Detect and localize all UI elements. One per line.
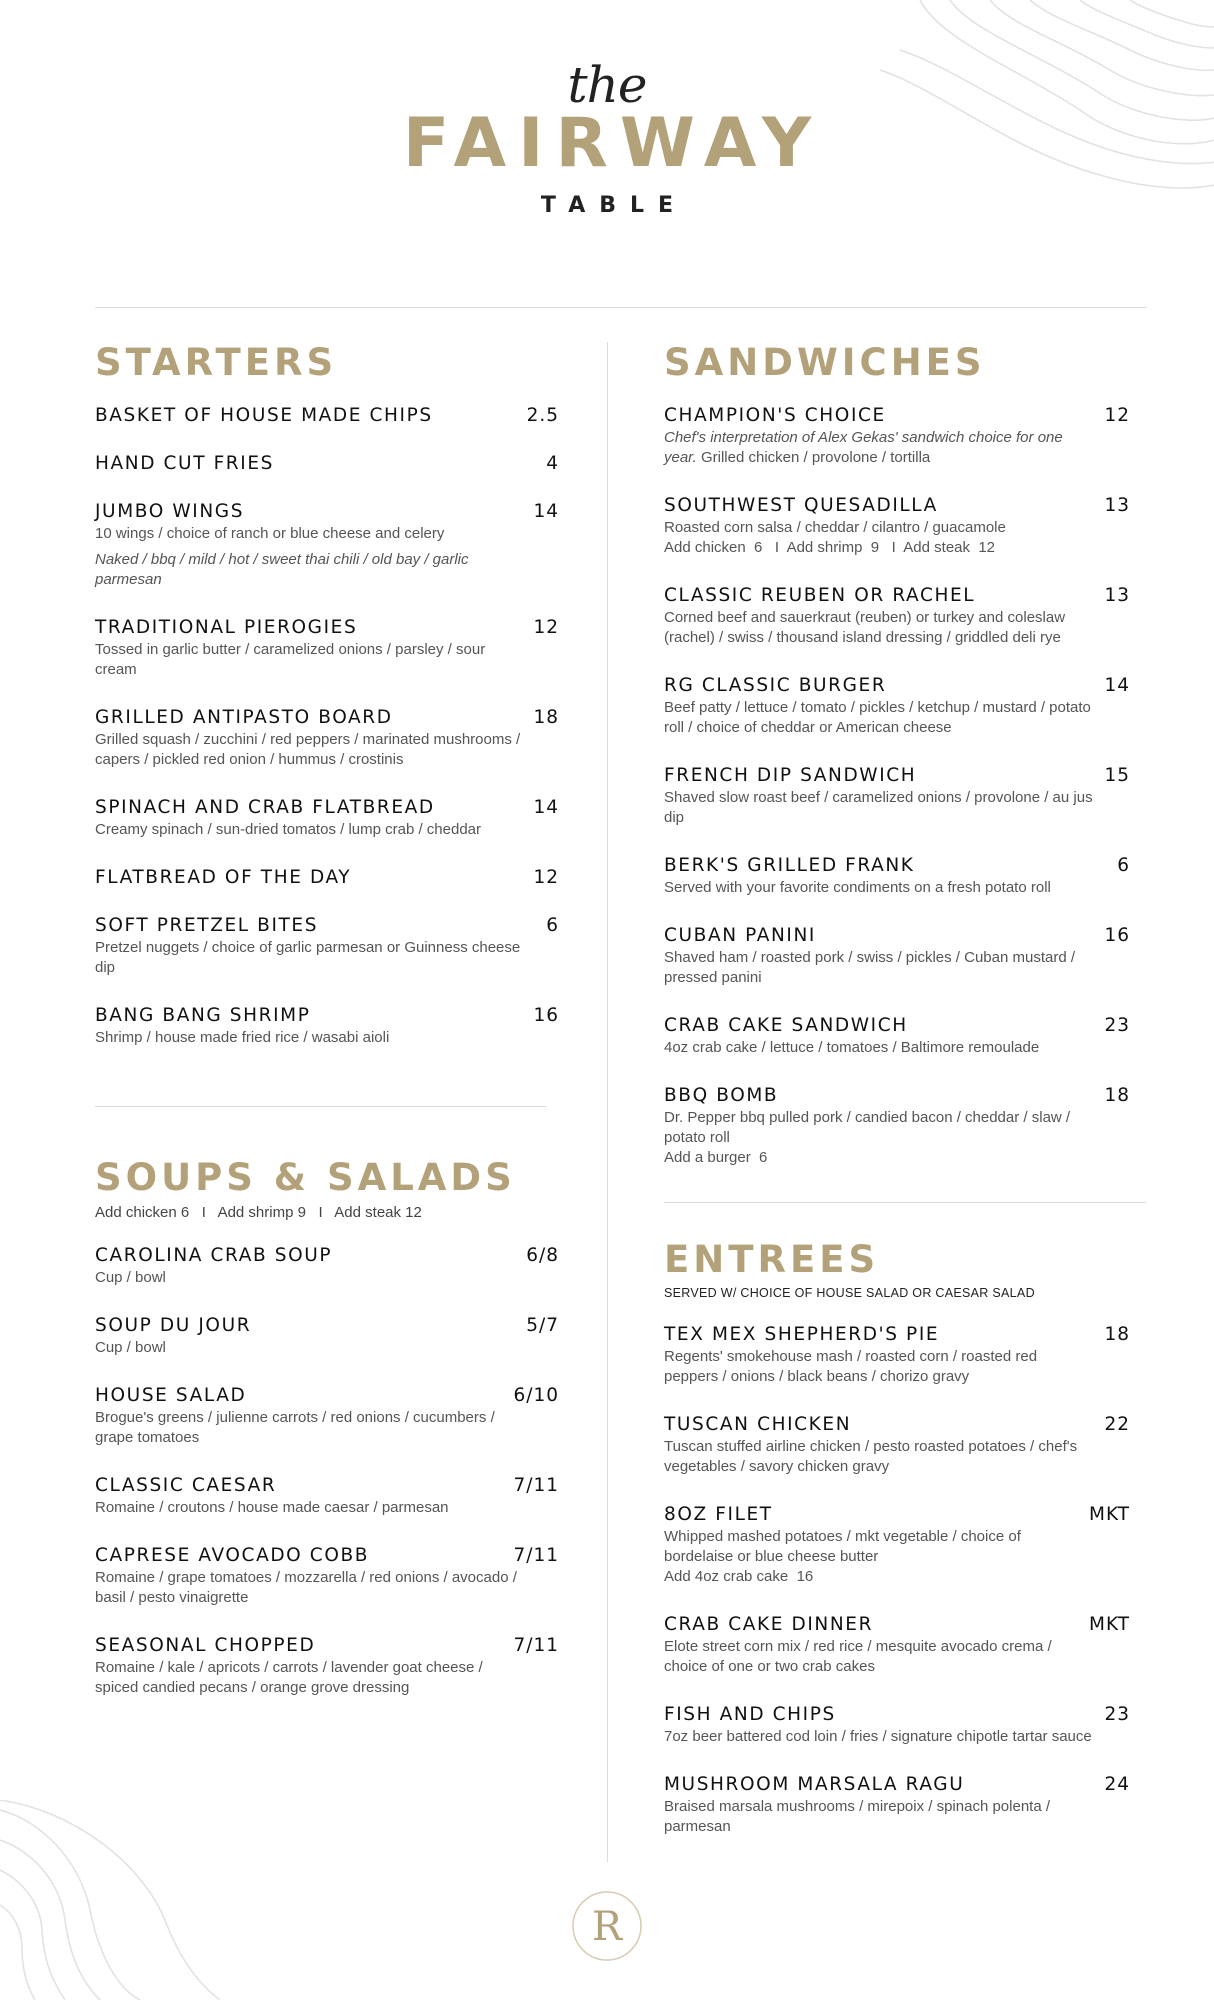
menu-item [664, 675, 1130, 738]
menu-item-price: 23 [1104, 1704, 1130, 1725]
menu-item-description-text: Brogue's greens / julienne carrots / red onions / cucumbers / grape tomatoes [95, 1409, 495, 1446]
menu-item-row [95, 453, 559, 474]
menu-item [95, 867, 559, 888]
menu-item-price: 16 [533, 1005, 559, 1026]
menu-item [664, 1704, 1130, 1747]
left-column [95, 341, 559, 1698]
menu-item-description [664, 1797, 1094, 1837]
menu-item-row [95, 1475, 559, 1496]
menu-item-name: CHAMPION'S CHOICE [664, 405, 886, 426]
menu-item-name: CAPRESE AVOCADO COBB [95, 1545, 370, 1566]
menu-item-row [664, 1774, 1130, 1795]
menu-item-description [664, 1108, 1094, 1148]
menu-item-name: CRAB CAKE DINNER [664, 1614, 874, 1635]
menu-item-row [95, 1245, 559, 1266]
starters-section [95, 341, 559, 1048]
menu-item-addon: Add a burger 6 [664, 1149, 768, 1166]
menu-item-description [95, 640, 525, 680]
menu-item-price: 18 [1104, 1085, 1130, 1106]
section-title-sandwiches: SANDWICHES [664, 341, 986, 384]
menu-item-price: 7/11 [513, 1635, 559, 1656]
soups-section [95, 1156, 559, 1698]
menu-item [95, 1315, 559, 1358]
menu-item-description [664, 1527, 1094, 1567]
menu-item-row [664, 1414, 1130, 1435]
menu-item-description-text: Creamy spinach / sun-dried tomatos / lump crab / cheddar [95, 821, 482, 838]
menu-item-description-text: Romaine / grape tomatoes / mozzarella / red onions / avocado / basil / pesto vinaigrette [95, 1569, 517, 1606]
menu-item-description-text: Dr. Pepper bbq pulled pork / candied bacon / cheddar / slaw / potato roll [664, 1109, 1071, 1146]
menu-item-description-text: 10 wings / choice of ranch or blue cheese and celery [95, 525, 445, 542]
menu-item-name: TEX MEX SHEPHERD'S PIE [664, 1324, 940, 1345]
menu-item-row [95, 1315, 559, 1336]
menu-item [95, 915, 559, 978]
column-divider [607, 342, 608, 1862]
menu-item [95, 405, 559, 426]
menu-item-description [664, 878, 1094, 898]
menu-item-description-text: Cup / bowl [95, 1269, 166, 1286]
menu-item-price: MKT [1089, 1504, 1130, 1525]
menu-item-name: FISH AND CHIPS [664, 1704, 836, 1725]
menu-item-description-text: Grilled chicken / provolone / tortilla [700, 449, 931, 466]
menu-item-description-italic: Chef's interpretation of Alex Gekas' sandwich choice for one year. [664, 429, 1063, 466]
soups-list [95, 1245, 559, 1698]
menu-item-description [664, 518, 1094, 538]
menu-item-row [664, 405, 1130, 426]
menu-item-name: SOUP DU JOUR [95, 1315, 252, 1336]
menu-item-row [664, 1015, 1130, 1036]
menu-item-description [664, 1347, 1094, 1387]
menu-item [95, 617, 559, 680]
menu-item [664, 1614, 1130, 1677]
brand-name: FAIRWAY [402, 104, 824, 183]
menu-item-price: 22 [1104, 1414, 1130, 1435]
menu-item-price: 13 [1104, 495, 1130, 516]
menu-item [664, 765, 1130, 828]
menu-item-price: 6 [546, 915, 559, 936]
menu-item-description [664, 608, 1094, 648]
menu-item-description-text: Romaine / croutons / house made caesar / parmesan [95, 1499, 449, 1516]
menu-item-description [95, 1338, 525, 1358]
menu-item-description [664, 1727, 1094, 1747]
menu-item-row [664, 1085, 1130, 1106]
starters-list [95, 405, 559, 1048]
brand-script-the: the [567, 56, 647, 114]
menu-item-description [95, 730, 525, 770]
section-divider [664, 1202, 1146, 1203]
menu-item [664, 495, 1130, 558]
menu-item-description [95, 1408, 525, 1448]
menu-item-row [95, 1545, 559, 1566]
menu-item-description-text: Roasted corn salsa / cheddar / cilantro / guacamole [664, 519, 1006, 536]
menu-item-price: MKT [1089, 1614, 1130, 1635]
menu-item-row [95, 1635, 559, 1656]
menu-item-description-text: Regents' smokehouse mash / roasted corn / roasted red peppers / onions / black beans / chorizo gravy [664, 1348, 1038, 1385]
menu-item-description [664, 948, 1094, 988]
menu-item-description [664, 788, 1094, 828]
menu-item-price: 12 [533, 867, 559, 888]
menu-item-description [95, 1568, 525, 1608]
menu-item-name: HOUSE SALAD [95, 1385, 247, 1406]
menu-item-name: BBQ BOMB [664, 1085, 779, 1106]
menu-item-price: 6/8 [526, 1245, 559, 1266]
menu-item-price: 24 [1104, 1774, 1130, 1795]
section-title-entrees: ENTREES [664, 1238, 880, 1281]
menu-item-description-text: Romaine / kale / apricots / carrots / lavender goat cheese / spiced candied pecans / orange grove dressing [95, 1659, 483, 1696]
menu-item-description-text: Tuscan stuffed airline chicken / pesto roasted potatoes / chef's vegetables / savory chicken gravy [664, 1438, 1078, 1475]
menu-item-description-text: Corned beef and sauerkraut (reuben) or turkey and coleslaw (rachel) / swiss / thousand island dressing / griddled deli rye [664, 609, 1066, 646]
menu-item [95, 707, 559, 770]
section-title-starters: STARTERS [95, 341, 338, 384]
menu-item-description [664, 1637, 1094, 1677]
menu-item-price: 14 [533, 501, 559, 522]
menu-item [95, 1635, 559, 1698]
menu-item-price: 6/10 [513, 1385, 559, 1406]
menu-item-row [95, 797, 559, 818]
menu-item-name: 8OZ FILET [664, 1504, 773, 1525]
menu-item-row [95, 1005, 559, 1026]
menu-item [95, 1475, 559, 1518]
menu-item [664, 1015, 1130, 1058]
right-column [664, 341, 1130, 1837]
menu-item [664, 1324, 1130, 1387]
menu-item-price: 23 [1104, 1015, 1130, 1036]
menu-item-name: CRAB CAKE SANDWICH [664, 1015, 908, 1036]
menu-item-price: 5/7 [526, 1315, 559, 1336]
menu-item-price: 15 [1104, 765, 1130, 786]
menu-item-price: 12 [533, 617, 559, 638]
menu-item-description [95, 1498, 525, 1518]
menu-item-description-text: 7oz beer battered cod loin / fries / signature chipotle tartar sauce [664, 1728, 1092, 1745]
sandwiches-section [664, 341, 1130, 1168]
menu-item-description [95, 524, 525, 544]
menu-item-description-text: Beef patty / lettuce / tomato / pickles / ketchup / mustard / potato roll / choice of cheddar or American cheese [664, 699, 1091, 736]
menu-item-price: 14 [1104, 675, 1130, 696]
menu-item-name: HAND CUT FRIES [95, 453, 274, 474]
menu-item-name: BERK'S GRILLED FRANK [664, 855, 915, 876]
menu-item-name: CAROLINA CRAB SOUP [95, 1245, 333, 1266]
menu-item-addon: Add chicken 6 I Add shrimp 9 I Add steak 12 [664, 539, 996, 556]
menu-item-name: GRILLED ANTIPASTO BOARD [95, 707, 393, 728]
menu-header [0, 56, 1214, 219]
menu-item-description [664, 1038, 1094, 1058]
menu-item-row [664, 585, 1130, 606]
menu-item-row [664, 925, 1130, 946]
menu-item-name: SEASONAL CHOPPED [95, 1635, 316, 1656]
menu-item-description [95, 1028, 525, 1048]
menu-item-price: 6 [1117, 855, 1130, 876]
menu-item-row [95, 617, 559, 638]
menu-item-description [664, 698, 1094, 738]
menu-item-description [95, 820, 525, 840]
menu-item-description-text: Served with your favorite condiments on a fresh potato roll [664, 879, 1051, 896]
menu-item-price: 4 [546, 453, 559, 474]
menu-item-name: CLASSIC CAESAR [95, 1475, 277, 1496]
menu-item-price: 12 [1104, 405, 1130, 426]
menu-item-description-text: Pretzel nuggets / choice of garlic parmesan or Guinness cheese dip [95, 939, 521, 976]
r-monogram-icon [569, 1888, 645, 1964]
menu-item-name: FRENCH DIP SANDWICH [664, 765, 917, 786]
menu-item [95, 453, 559, 474]
menu-item-name: RG CLASSIC BURGER [664, 675, 887, 696]
menu-item [95, 1545, 559, 1608]
menu-item-price: 2.5 [526, 405, 559, 426]
menu-item-price: 14 [533, 797, 559, 818]
menu-item-name: SOFT PRETZEL BITES [95, 915, 319, 936]
menu-item-description-text: Grilled squash / zucchini / red peppers / marinated mushrooms / capers / pickled red onion / hummus / crostinis [95, 731, 521, 768]
menu-item-price: 18 [533, 707, 559, 728]
menu-item-row [664, 765, 1130, 786]
menu-item-name: SOUTHWEST QUESADILLA [664, 495, 938, 516]
topographic-lines-bottom-left [0, 1800, 220, 2000]
menu-item-name: JUMBO WINGS [95, 501, 245, 522]
menu-item-price: 7/11 [513, 1545, 559, 1566]
menu-item-name: SPINACH AND CRAB FLATBREAD [95, 797, 435, 818]
menu-item-description [664, 428, 1094, 468]
menu-item-price: 13 [1104, 585, 1130, 606]
menu-item-row [95, 707, 559, 728]
menu-item [664, 1774, 1130, 1837]
brand-subtitle: TABLE [540, 193, 688, 219]
menu-item-row [95, 915, 559, 936]
menu-item-price: 7/11 [513, 1475, 559, 1496]
menu-item-description [664, 1437, 1094, 1477]
menu-item-row [664, 675, 1130, 696]
menu-item-name: TUSCAN CHICKEN [664, 1414, 852, 1435]
menu-item-name: BANG BANG SHRIMP [95, 1005, 311, 1026]
menu-item-row [664, 1504, 1130, 1525]
sandwiches-list [664, 405, 1130, 1168]
menu-item [664, 1504, 1130, 1587]
menu-item-name: FLATBREAD OF THE DAY [95, 867, 352, 888]
entrees-list [664, 1324, 1130, 1837]
menu-item-description-text: Shrimp / house made fried rice / wasabi aioli [95, 1029, 390, 1046]
menu-item-note: Naked / bbq / mild / hot / sweet thai chili / old bay / garlic parmesan [95, 551, 469, 588]
entrees-served-note: SERVED W/ CHOICE OF HOUSE SALAD OR CAESAR SALAD [664, 1286, 1035, 1300]
menu-item-description-text: Braised marsala mushrooms / mirepoix / spinach polenta / parmesan [664, 1798, 1051, 1835]
menu-item-row [664, 495, 1130, 516]
menu-item [664, 1085, 1130, 1168]
menu-item-row [95, 501, 559, 522]
menu-item [664, 585, 1130, 648]
soups-addons-note: Add chicken 6 I Add shrimp 9 I Add steak 12 [95, 1204, 422, 1221]
menu-item-description-text: 4oz crab cake / lettuce / tomatoes / Baltimore remoulade [664, 1039, 1040, 1056]
menu-item-description-text: Shaved ham / roasted pork / swiss / pickles / Cuban mustard / pressed panini [664, 949, 1076, 986]
menu-item-description-text: Whipped mashed potatoes / mkt vegetable / choice of bordelaise or blue cheese butter [664, 1528, 1021, 1565]
menu-item-row [95, 867, 559, 888]
menu-item-name: BASKET OF HOUSE MADE CHIPS [95, 405, 433, 426]
menu-item-row [95, 1385, 559, 1406]
menu-item [95, 501, 559, 590]
menu-item [664, 925, 1130, 988]
menu-item-name: TRADITIONAL PIEROGIES [95, 617, 358, 638]
menu-item-price: 18 [1104, 1324, 1130, 1345]
menu-item [664, 405, 1130, 468]
section-divider [95, 1106, 547, 1107]
menu-item-addon: Add 4oz crab cake 16 [664, 1568, 814, 1585]
svg-text:R: R [591, 1904, 623, 1950]
section-title-soups-salads: SOUPS & SALADS [95, 1156, 516, 1199]
menu-item-description [95, 1658, 525, 1698]
menu-item-description [95, 938, 525, 978]
menu-item-name: CUBAN PANINI [664, 925, 816, 946]
entrees-section [664, 1238, 1130, 1837]
menu-item [664, 855, 1130, 898]
header-divider [95, 307, 1147, 308]
menu-item-price: 16 [1104, 925, 1130, 946]
menu-item-description-text: Shaved slow roast beef / caramelized onions / provolone / au jus dip [664, 789, 1093, 826]
menu-item-description-text: Cup / bowl [95, 1339, 166, 1356]
menu-item-name: MUSHROOM MARSALA RAGU [664, 1774, 965, 1795]
menu-item-description-text: Tossed in garlic butter / caramelized onions / parsley / sour cream [95, 641, 486, 678]
menu-item-row [95, 405, 559, 426]
menu-item [95, 797, 559, 840]
menu-item-description [95, 1268, 525, 1288]
menu-item-row [664, 1324, 1130, 1345]
menu-item-name: CLASSIC REUBEN OR RACHEL [664, 585, 976, 606]
menu-item-row [664, 1614, 1130, 1635]
menu-item-description-text: Elote street corn mix / red rice / mesquite avocado crema / choice of one or two crab cakes [664, 1638, 1052, 1675]
menu-item [95, 1245, 559, 1288]
menu-item [95, 1385, 559, 1448]
menu-item [95, 1005, 559, 1048]
menu-item-row [664, 1704, 1130, 1725]
menu-item [664, 1414, 1130, 1477]
menu-item-row [664, 855, 1130, 876]
